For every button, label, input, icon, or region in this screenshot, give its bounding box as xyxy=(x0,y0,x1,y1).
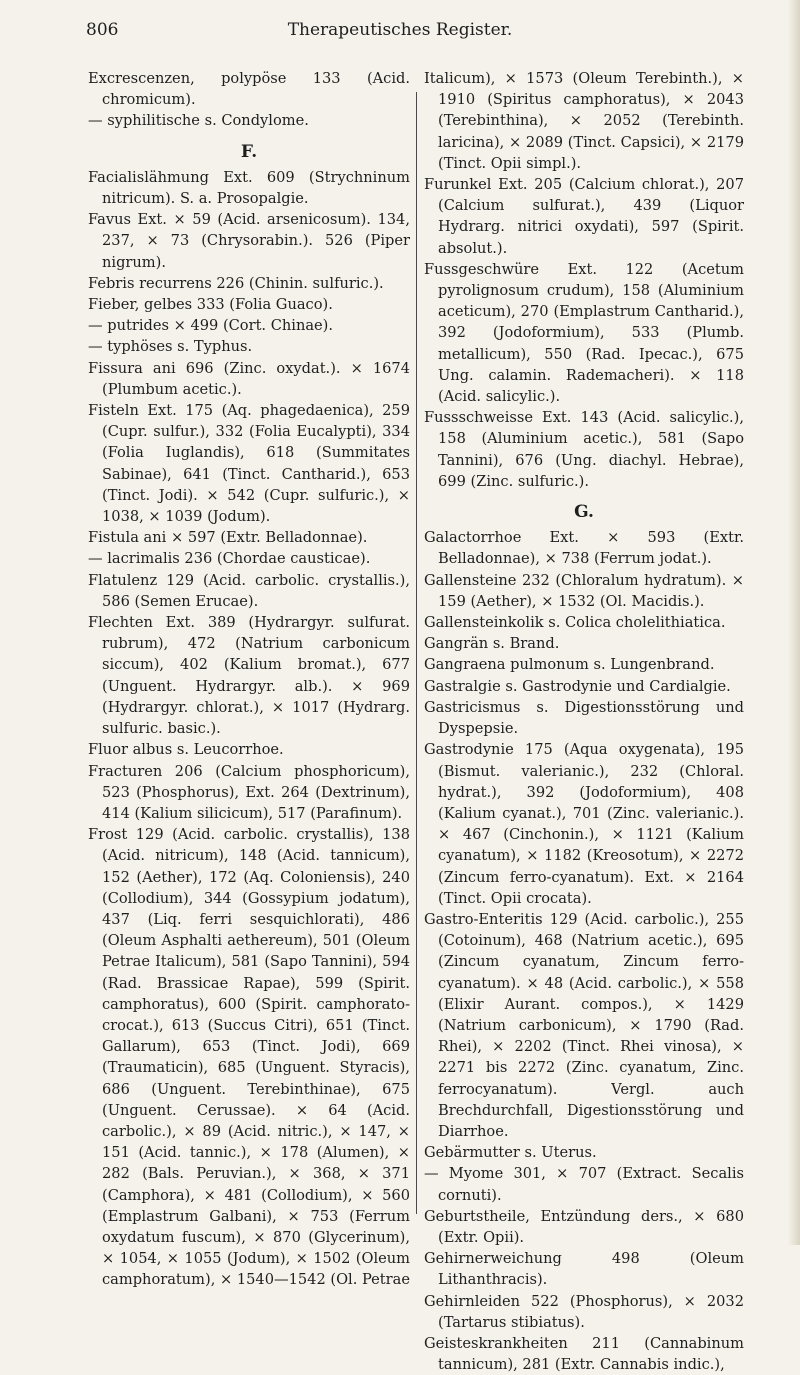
index-entry: Gastralgie s. Gastrodynie und Cardialgie. xyxy=(424,677,731,695)
index-entry: Fracturen 206 (Calcium phosphoricum), 523 (Phosphorus), Ext. 264 (Dextrinum), 414 (Kalium silicicum), 517 (Parafinum). xyxy=(88,762,410,822)
section-letter-g: G. xyxy=(574,502,594,523)
index-entry: Gehirnleiden 522 (Phosphorus), × 2032 (Tartarus stibiatus). xyxy=(424,1292,744,1331)
index-entry: Gallensteine 232 (Chloralum hydratum). × 159 (Aether), × 1532 (Ol. Macidis.). xyxy=(424,571,744,610)
index-entry: Italicum), × 1573 (Oleum Terebinth.), × 1910 (Spiritus camphoratus), × 2043 (Terebinthina), × 2052 (Terebinth. laricina), × 2089 (Tinct. Capsici), × 2179 (Tinct. Opii simpl.). xyxy=(424,70,744,172)
index-entry: Fussgeschwüre Ext. 122 (Acetum pyrolignosum crudum), 158 (Aluminium aceticum), 270 (Emplastrum Cantharid.), 392 (Jodoformium), 533 (Plumb. metallicum), 550 (Rad. Ipecac.), 675 Ung. calamin. Rademacheri). × 118 (Acid. salicylic.). xyxy=(424,260,744,406)
page-number: 806 xyxy=(86,20,119,40)
section-letter-f: F. xyxy=(240,141,258,162)
index-entry: Fussschweisse Ext. 143 (Acid. salicylic.), 158 (Aluminium acetic.), 581 (Sapo Tannini), 676 (Ung. diachyl. Hebrae), 699 (Zinc. sulfuric.). xyxy=(424,409,744,490)
index-entry: Febris recurrens 226 (Chinin. sulfuric.). xyxy=(88,274,384,292)
index-entry: Gebärmutter s. Uterus. xyxy=(424,1144,597,1162)
index-entry: Geburtstheile, Entzündung ders., × 680 (Extr. Opii). xyxy=(424,1207,744,1246)
index-entry: — putrides × 499 (Cort. Chinae). xyxy=(88,317,334,335)
index-entry: — lacrimalis 236 (Chordae causticae). xyxy=(88,550,371,568)
index-entry: Galactorrhoe Ext. × 593 (Extr. Belladonnae), × 738 (Ferrum jodat.). xyxy=(424,529,744,568)
index-entry: Gastricismus s. Digestionsstörung und Dyspepsie. xyxy=(424,698,744,738)
index-entry: Excrescenzen, polypöse 133 (Acid. chromicum). xyxy=(88,70,410,109)
index-entry: Gangrän s. Brand. xyxy=(424,635,560,653)
index-entry: Fluor albus s. Leucorrhoe. xyxy=(88,741,284,759)
index-entry: Gehirnerweichung 498 (Oleum Lithanthracis). xyxy=(424,1250,744,1289)
index-entry: Geisteskrankheiten 211 (Cannabinum tannicum), 281 (Extr. Cannabis indic.), xyxy=(424,1334,744,1374)
index-entry: Fieber, gelbes 333 (Folia Guaco). xyxy=(88,296,333,314)
page-header xyxy=(0,14,800,44)
index-entry: Favus Ext. × 59 (Acid. arsenicosum). 134, 237, × 73 (Chrysorabin.). 526 (Piper nigrum). xyxy=(88,211,410,271)
column-divider xyxy=(416,92,417,1214)
page-edge-shadow xyxy=(788,0,800,1245)
index-entry: Gastro-Enteritis 129 (Acid. carbolic.), 255 (Cotoinum), 468 (Natrium acetic.), 695 (Zincum cyanatum, Zincum ferro-cyanatum). × 48 (Acid. carbolic.), × 558 (Elixir Aurant. compos.), × 1429 (Natrium carbonicum), × 1790 (Rad. Rhei), × 2202 (Tinct. Rhei vinosa), × 2271 bis 2272 (Zinc. cyanatum, Zinc. ferrocyanatum). Vergl. auch Brechdurchfall, Digestionsstörung und Diarrhoe. xyxy=(424,910,744,1140)
left-column xyxy=(88,68,410,1291)
index-entry: Fissura ani 696 (Zinc. oxydat.). × 1674 (Plumbum acetic.). xyxy=(88,359,410,398)
index-entry: Fistula ani × 597 (Extr. Belladonnae). xyxy=(88,529,368,547)
right-column xyxy=(424,68,744,1375)
index-entry: Gangraena pulmonum s. Lungenbrand. xyxy=(424,656,715,674)
index-entry: — Myome 301, × 707 (Extract. Secalis cornuti). xyxy=(424,1165,744,1204)
running-title: Therapeutisches Register. xyxy=(287,20,513,40)
index-entry: — syphilitische s. Condylome. xyxy=(88,112,309,130)
index-entry: Fisteln Ext. 175 (Aq. phagedaenica), 259 (Cupr. sulfur.), 332 (Folia Eucalypti), 334 (Folia Iuglandis), 618 (Summitates Sabinae), 641 (Tinct. Cantharid.), 653 (Tinct. Jodi). × 542 (Cupr. sulfuric.), × 1038, × 1039 (Jodum). xyxy=(88,402,410,526)
index-entry: Frost 129 (Acid. carbolic. crystallis), 138 (Acid. nitricum), 148 (Acid. tannicum), 152 (Aether), 172 (Aq. Coloniensis), 240 (Collodium), 344 (Gossypium jodatum), 437 (Liq. ferri sesquichlorati), 486 (Oleum Asphalti aethereum), 501 (Oleum Petrae Italicum), 581 (Sapo Tannini), 594 (Rad. Brassicae Rapae), 599 (Spirit. camphoratus), 600 (Spirit. camphorato-crocat.), 613 (Succus Citri), 651 (Tinct. Gallarum), 653 (Tinct. Jodi), 669 (Traumaticin), 685 (Unguent. Styracis), 686 (Unguent. Terebinthinae), 675 (Unguent. Cerussae). × 64 (Acid. carbolic.), × 89 (Acid. nitric.), × 147, × 151 (Acid. tannic.), × 178 (Alumen), × 282 (Bals. Peruvian.), × 368, × 371 (Camphora), × 481 (Collodium), × 560 (Emplastrum Galbani), × 753 (Ferrum oxydatum fuscum), × 870 (Glycerinum), × 1054, × 1055 (Jodum), × 1502 (Oleum camphoratum), × 1540—1542 (Ol. Petrae xyxy=(88,826,410,1289)
index-entry: Gallensteinkolik s. Colica cholelithiatica. xyxy=(424,614,726,632)
index-entry: Facialislähmung Ext. 609 (Strychninum nitricum). S. a. Prosopalgie. xyxy=(88,168,410,208)
index-entry: Flechten Ext. 389 (Hydrargyr. sulfurat. rubrum), 472 (Natrium carbonicum siccum), 402 (Kalium bromat.), 677 (Unguent. Hydrargyr. alb.). × 969 (Hydrargyr. chlorat.), × 1017 (Hydrarg. sulfuric. basic.). xyxy=(88,614,410,738)
index-entry: — typhöses s. Typhus. xyxy=(88,338,253,356)
index-entry: Furunkel Ext. 205 (Calcium chlorat.), 207 (Calcium sulfurat.), 439 (Liquor Hydrarg. nitrici oxydati), 597 (Spirit. absolut.). xyxy=(424,176,744,257)
index-entry: Gastrodynie 175 (Aqua oxygenata), 195 (Bismut. valerianic.), 232 (Chloral. hydrat.), 392 (Jodoformium), 408 (Kalium cyanat.), 701 (Zinc. valerianic.). × 467 (Cinchonin.), × 1121 (Kalium cyanatum), × 1182 (Kreosotum), × 2272 (Zincum ferro-cyanatum). Ext. × 2164 (Tinct. Opii crocata). xyxy=(424,741,744,907)
index-entry: Flatulenz 129 (Acid. carbolic. crystallis.), 586 (Semen Erucae). xyxy=(88,571,410,610)
